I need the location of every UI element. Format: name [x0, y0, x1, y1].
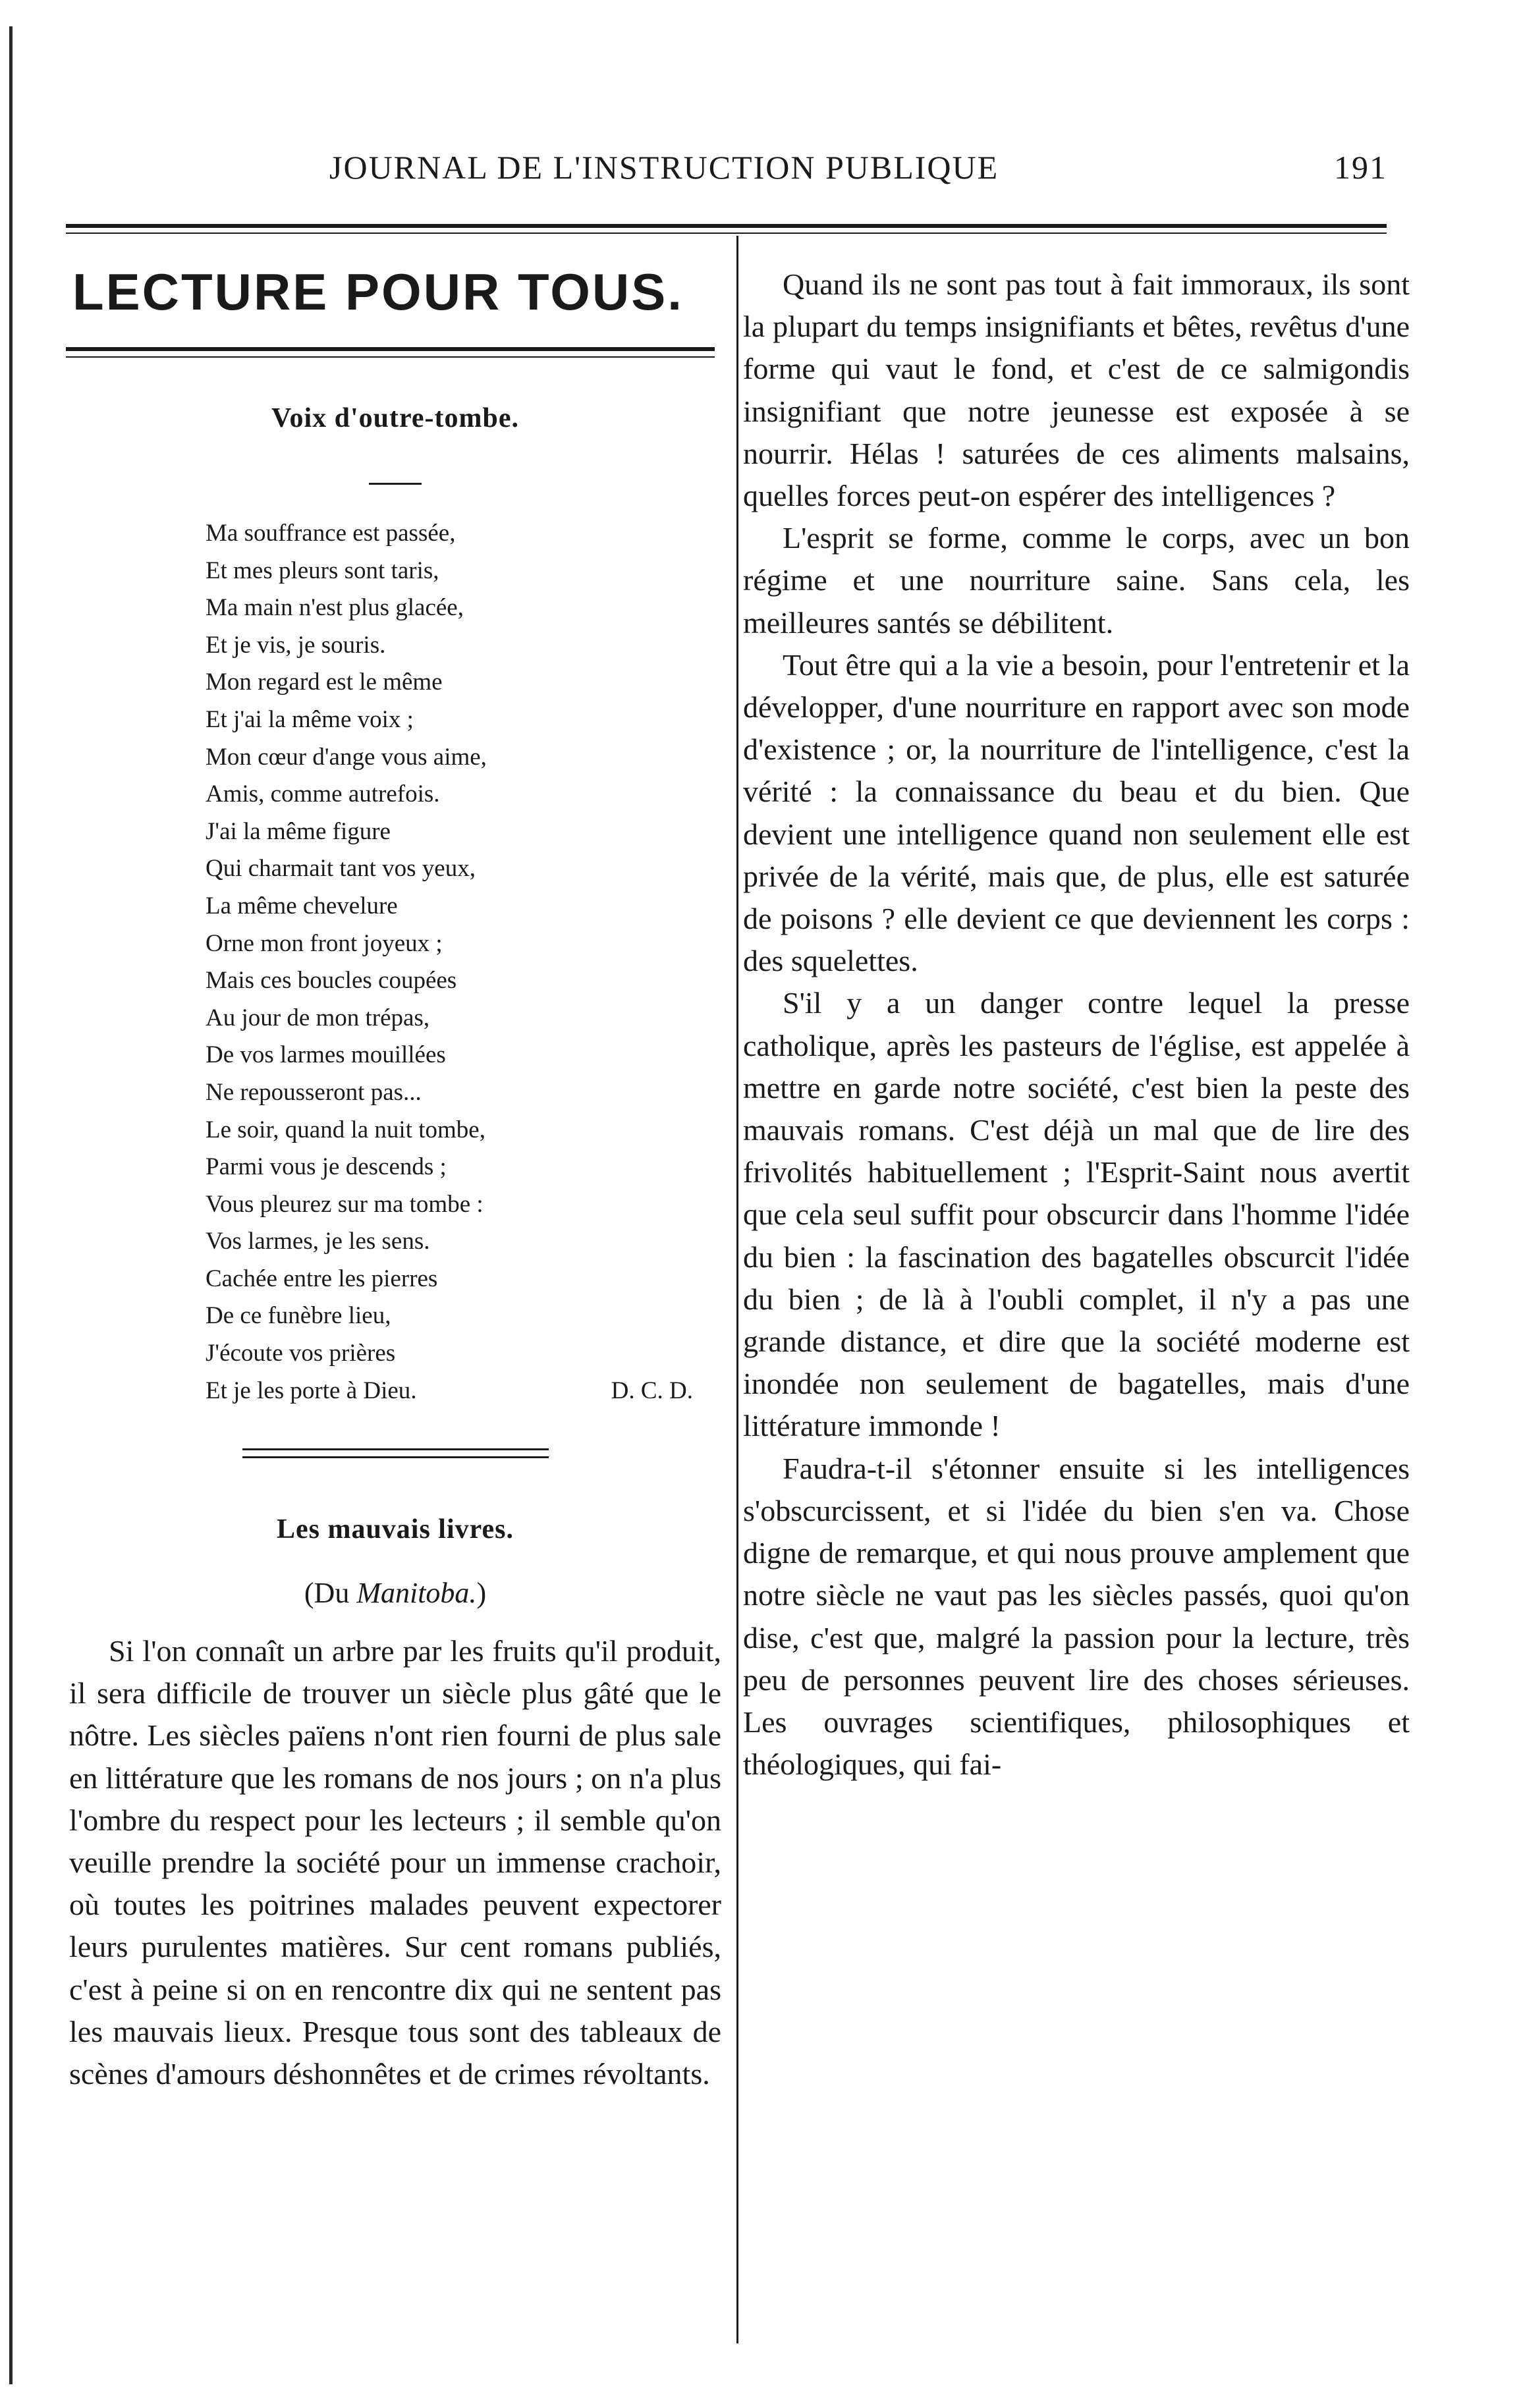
poem-title: Voix d'outre-tombe. [271, 403, 519, 433]
poem-line: Et j'ai la même voix ; [206, 705, 414, 733]
header-rule-thick [66, 224, 1387, 228]
poem-line: Qui charmait tant vos yeux, [206, 855, 476, 883]
poem-line: Mon regard est le même [206, 669, 443, 696]
section-rule-thick [66, 347, 715, 351]
poem-line: Parmi vous je descends ; [206, 1153, 447, 1181]
poem-title-rule [369, 483, 422, 485]
article-paragraph: Quand ils ne sont pas tout à fait immoraux, ils sont la plupart du temps insignifiants et bêtes, revêtus d'une forme qui vaut le fond, et c'est de ce salmigondis insignifiant que notre jeunesse est exposée à se nourrir. Hélas ! saturées de ces aliments malsains, quelles forces peut-on espérer des intelligences ? [743, 267, 1410, 513]
article-paragraph: Tout être qui a la vie a besoin, pour l'entretenir et la développer, d'une nourriture en rapport avec son mode d'existence ; or, la nourriture de l'intelligence, c'est la vérité : la connaissance du beau et du bien. Que devient une intelligence quand non seulement elle est privée de la vérité, mais que, de plus, elle est saturée de poisons ? elle devient ce que deviennent les corps : des squelettes. [743, 647, 1410, 978]
source-suffix: ) [476, 1577, 487, 1609]
section-title: LECTURE POUR TOUS. [72, 263, 684, 321]
poem-line: Et mes pleurs sont taris, [206, 557, 439, 584]
poem-line: J'écoute vos prières [206, 1340, 396, 1367]
poem-line: Ne repousseront pas... [206, 1078, 422, 1106]
article-paragraph: L'esprit se forme, comme le corps, avec un bon régime et une nourriture saine. Sans cela, les meilleures santés se débilitent. [743, 521, 1410, 640]
source-name: Manitoba. [356, 1577, 477, 1609]
poem-line: Ma main n'est plus glacée, [206, 594, 464, 622]
poem-signature: D. C. D. [611, 1377, 693, 1404]
poem-line: De vos larmes mouillées [206, 1041, 446, 1069]
article-paragraph: Si l'on connaît un arbre par les fruits qu'il produit, il sera difficile de trouver un siècle plus gâté que le nôtre. Les siècles païens n'ont rien fourni de plus sale en littérature que les romans de nos jours ; on n'a plus l'ombre du respect pour les lecteurs ; il semble qu'on veuille prendre la société pour un immense crachoir, où toutes les poitrines malades peuvent expectorer leurs purulentes matières. Sur cent romans publiés, c'est à peine si on en rencontre dix qui ne sentent pas les mauvais lieux. Presque tous sont des tableaux de scènes d'amours déshonnêtes et de crimes révoltants. [69, 1634, 721, 2091]
poem-line: Vous pleurez sur ma tombe : [206, 1190, 484, 1218]
poem-line: Ma souffrance est passée, [206, 520, 456, 547]
poem-line-last [206, 1373, 706, 1410]
article-left-column [69, 1630, 721, 2095]
page-binding-edge [9, 26, 13, 2384]
poem-line: La même chevelure [206, 892, 398, 919]
poem-line: Amis, comme autrefois. [206, 780, 440, 808]
article-title: Les mauvais livres. [276, 1514, 514, 1545]
running-title: JOURNAL DE L'INSTRUCTION PUBLIQUE [329, 149, 999, 186]
poem-end-rule-bottom [242, 1456, 549, 1458]
poem-line: Orne mon front joyeux ; [206, 929, 443, 957]
article-paragraph: S'il y a un danger contre lequel la presse catholique, après les pasteurs de l'église, est appelée à mettre en garde notre société, c'est bien la peste des mauvais romans. C'est déjà un mal que de lire des frivolités habituellement ; l'Esprit-Saint nous avertit que cela seul suffit pour obscurcir dans l'homme l'idée du bien : la fascination des bagatelles obscurcit l'idée du bien ; de là à l'oubli complet, il n'y a pas une grande distance, et dire que la société moderne est inondée non seulement de bagatelles, mais d'une littérature immonde ! [743, 986, 1410, 1443]
poem [206, 515, 706, 1409]
poem-line: Et je les porte à Dieu. [206, 1377, 417, 1404]
poem-line: Et je vis, je souris. [206, 631, 386, 659]
column-divider [736, 236, 738, 2343]
running-header [296, 148, 1416, 201]
article-paragraph: Faudra-t-il s'étonner ensuite si les intelligences s'obscurcissent, et si l'idée du bien s'en va. Chose digne de remarque, et qui nous prouve amplement que notre siècle ne vaut pas les siècles passés, quoi qu'on dise, c'est que, malgré la passion pour la lecture, très peu de personnes peuvent lire des choses sérieuses. Les ouvrages scientifiques, philosophiques et théologiques, qui fai- [743, 1451, 1410, 1782]
poem-line: J'ai la même figure [206, 817, 391, 845]
header-rule-thin [66, 233, 1387, 234]
poem-line: Au jour de mon trépas, [206, 1004, 430, 1031]
article-right-column [743, 263, 1410, 1786]
poem-line: De ce funèbre lieu, [206, 1302, 391, 1330]
poem-end-rule-top [242, 1448, 549, 1450]
poem-line: Mais ces boucles coupées [206, 967, 457, 995]
poem-line: Cachée entre les pierres [206, 1265, 438, 1292]
poem-line: Mon cœur d'ange vous aime, [206, 743, 487, 771]
source-prefix: (Du [304, 1577, 357, 1609]
section-rule-thin [66, 356, 715, 358]
page-number: 191 [1334, 149, 1387, 186]
article-source [66, 1576, 725, 1610]
poem-line: Le soir, quand la nuit tombe, [206, 1116, 485, 1143]
poem-line: Vos larmes, je les sens. [206, 1228, 430, 1255]
